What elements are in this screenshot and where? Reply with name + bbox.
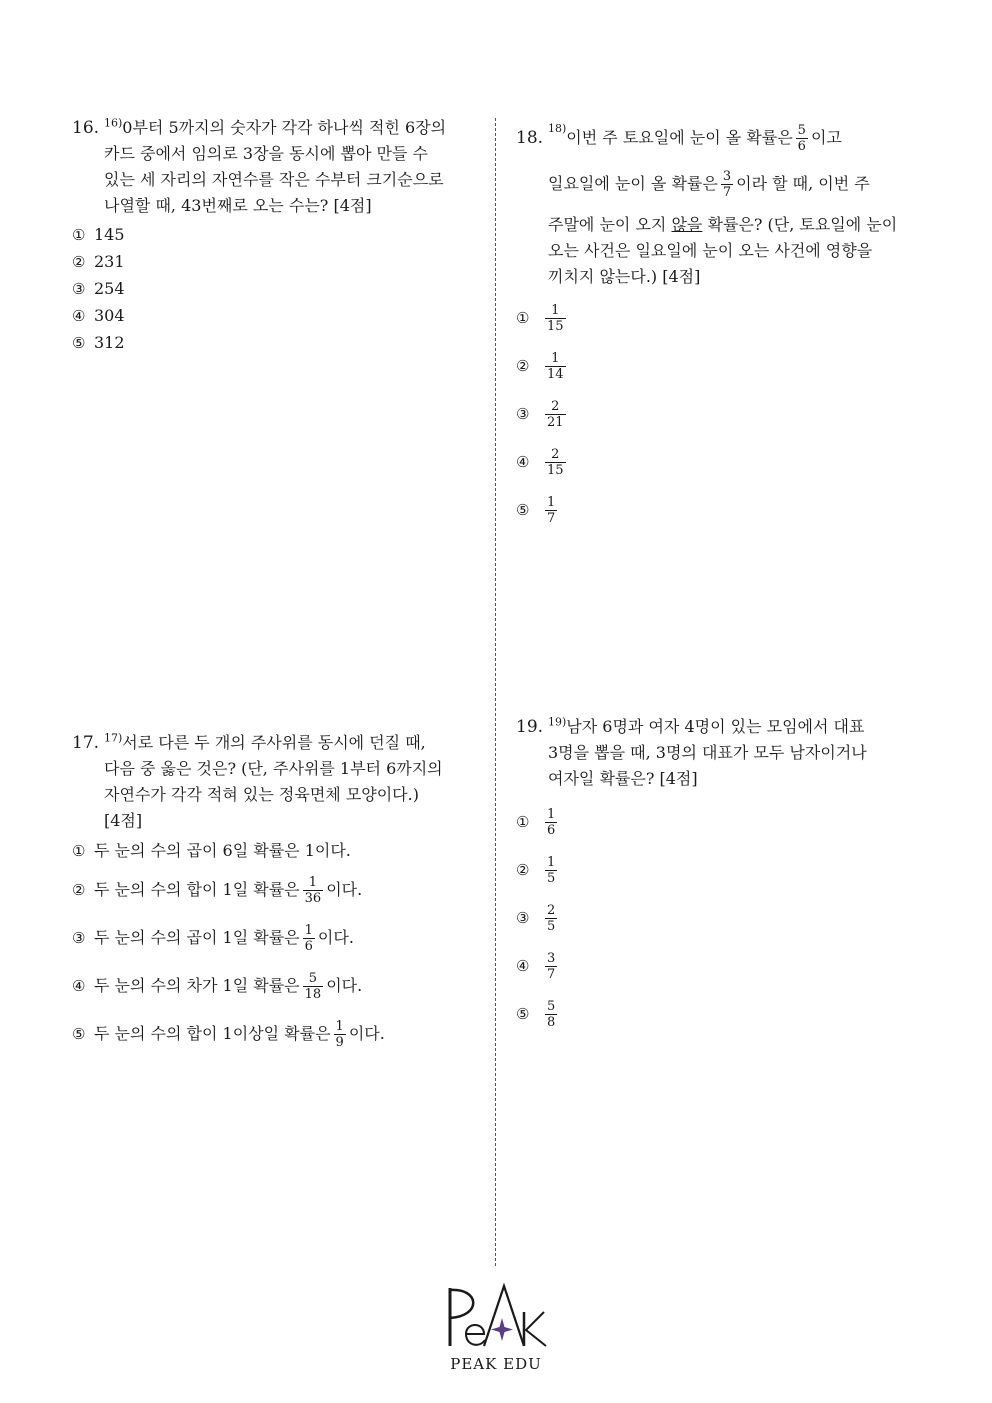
question-text-line: 주말에 눈이 오지: [548, 215, 667, 234]
choice-3[interactable]: [516, 894, 926, 942]
fraction: [303, 971, 324, 1002]
fraction: [545, 399, 566, 430]
choice-list: [516, 294, 926, 534]
fraction-denominator: 18: [304, 986, 322, 1002]
question-text-line: [4점]: [104, 811, 143, 830]
choice-text: 254: [94, 278, 125, 298]
fraction: [545, 903, 557, 934]
choice-list: [516, 798, 926, 1038]
question-17: [72, 730, 482, 1058]
question-text-line: 일요일에 눈이 올 확률은: [548, 174, 718, 193]
choice-text: 두 눈의 수의 곱이 1일 확률은: [94, 928, 300, 947]
fraction-denominator: 5: [547, 870, 556, 886]
fraction: [545, 855, 557, 886]
choice-mark: ⑤: [516, 501, 530, 519]
choice-mark: ⑤: [72, 333, 86, 352]
fraction-denominator: 14: [547, 366, 564, 382]
footnote-marker: 16): [104, 116, 123, 130]
fraction: [334, 1019, 346, 1050]
fraction-numerator: 3: [547, 950, 556, 966]
choice-2[interactable]: [516, 342, 926, 390]
fraction: [545, 999, 557, 1030]
choice-mark: ②: [516, 357, 530, 375]
choice-text: 312: [94, 332, 125, 352]
fraction-numerator: 3: [722, 168, 732, 184]
choice-1[interactable]: [516, 294, 926, 342]
fraction-numerator: 1: [308, 874, 318, 890]
fraction: [303, 923, 315, 954]
choice-5[interactable]: [72, 329, 482, 356]
fraction: [545, 447, 566, 478]
question-text-line: 서로 다른 두 개의 주사위를 동시에 던질 때,: [122, 733, 426, 752]
choice-text: 두 눈의 수의 차가 1일 확률은: [94, 976, 300, 995]
fraction-numerator: 5: [547, 998, 556, 1014]
choice-3[interactable]: [72, 914, 482, 962]
question-text-line: 0부터 5까지의 숫자가 각각 하나씩 적힌 6장의: [122, 118, 447, 137]
fraction-denominator: 7: [547, 510, 556, 526]
question-text-suffix: 이고: [810, 128, 842, 147]
choice-4[interactable]: [516, 942, 926, 990]
question-16: [72, 115, 482, 356]
fraction: [545, 807, 557, 838]
choice-mark: ④: [516, 453, 530, 471]
choice-text: 두 눈의 수의 합이 1일 확률은: [94, 880, 300, 899]
question-text-line: 카드 중에서 임의로 3장을 동시에 뽑아 만들 수: [104, 144, 428, 163]
fraction: [545, 351, 566, 382]
fraction-denominator: 6: [304, 938, 313, 954]
choice-mark: ③: [516, 909, 530, 927]
question-text-line: 확률은? (단, 토요일에 눈이: [707, 215, 898, 234]
fraction: [721, 169, 733, 200]
fraction-numerator: 2: [547, 902, 556, 918]
logo-text: PEAK EDU: [450, 1355, 542, 1373]
question-text-line: 오는 사건은 일요일에 눈이 오는 사건에 영향을: [548, 241, 873, 260]
question-text-line: 남자 6명과 여자 4명이 있는 모임에서 대표: [566, 717, 865, 736]
choice-text-suffix: 이다.: [348, 1024, 385, 1043]
question-19: [516, 714, 926, 1038]
question-18: 18. 18) 이번 주 토요일에 눈이 올 확률은 $\frac{5}{6}$ 이고 일요일에 눈이 올 확률은 $\frac{3}{7}$ 이라 할 때, 이번 주 주말에 눈이 오지 않을 확률은? (단, 토요일에 눈이 오는 사건은 일요일에 눈이 오는 사건에 영향을 끼치지 않는다.) [4점] ① $\frac{1}{15}$ ② $\frac{1}{14}$ ③ $\frac{2}{21}$ ④ $\frac{2}{15}$ ⑤ $\frac{1}{7}$: [516, 118, 926, 534]
column-divider: [495, 118, 496, 1266]
choice-1[interactable]: [516, 798, 926, 846]
footnote-marker: 19): [548, 715, 567, 729]
choice-3[interactable]: [72, 275, 482, 302]
question-number: 19.: [516, 717, 544, 737]
question-text-line: 3명을 뽑을 때, 3명의 대표가 모두 남자이거나: [548, 743, 867, 762]
fraction-numerator: 1: [547, 806, 556, 822]
fraction-denominator: 7: [722, 184, 732, 200]
choice-mark: ④: [72, 977, 86, 995]
choice-mark: ②: [72, 881, 86, 899]
fraction: [796, 123, 808, 154]
question-text-line: 자연수가 각각 적혀 있는 정육면체 모양이다.): [104, 785, 419, 804]
fraction-numerator: 5: [797, 122, 806, 138]
choice-4[interactable]: [72, 302, 482, 329]
choice-2[interactable]: [516, 846, 926, 894]
question-text-line: 다음 중 옳은 것은? (단, 주사위를 1부터 6까지의: [104, 759, 443, 778]
choice-mark: ②: [72, 252, 86, 271]
choice-2[interactable]: [72, 866, 482, 914]
choice-text: 두 눈의 수의 합이 1이상일 확률은: [94, 1024, 331, 1043]
choice-2[interactable]: [72, 248, 482, 275]
fraction: [545, 303, 566, 334]
choice-mark: ①: [516, 813, 530, 831]
fraction: [303, 875, 324, 906]
choice-4[interactable]: [72, 962, 482, 1010]
choice-list: [72, 836, 482, 1058]
choice-text: 231: [94, 251, 125, 271]
underlined-word: 않을: [671, 215, 703, 234]
fraction-denominator: 21: [547, 414, 564, 430]
fraction-denominator: 9: [335, 1034, 344, 1050]
choice-mark: ③: [516, 405, 530, 423]
choice-text-suffix: 이다.: [317, 928, 354, 947]
choice-1[interactable]: [72, 221, 482, 248]
question-text-line: 여자일 확률은? [4점]: [548, 769, 698, 788]
choice-mark: ④: [516, 957, 530, 975]
fraction: [545, 495, 557, 526]
choice-mark: ④: [72, 306, 86, 325]
question-text-line: 이번 주 토요일에 눈이 올 확률은: [566, 128, 793, 147]
fraction-denominator: 8: [547, 1014, 556, 1030]
choice-mark: ①: [72, 842, 86, 860]
choice-mark: ③: [72, 929, 86, 947]
question-text-line: 있는 세 자리의 자연수를 작은 수부터 크기순으로: [104, 170, 444, 189]
choice-mark: ⑤: [72, 1025, 86, 1043]
fraction-denominator: 7: [547, 966, 556, 982]
fraction-denominator: 15: [547, 462, 564, 478]
choice-text-suffix: 이다.: [326, 976, 363, 995]
fraction: [545, 951, 557, 982]
fraction-numerator: 1: [547, 494, 556, 510]
choice-text-suffix: 이다.: [326, 880, 363, 899]
choice-mark: ①: [516, 309, 530, 327]
choice-list: [72, 221, 482, 356]
choice-5[interactable]: [516, 990, 926, 1038]
choice-mark: ⑤: [516, 1005, 530, 1023]
fraction-numerator: 2: [551, 398, 560, 414]
choice-3[interactable]: [516, 390, 926, 438]
fraction-numerator: 5: [308, 970, 318, 986]
footnote-marker: 17): [104, 731, 123, 745]
question-text-line: 끼치지 않는다.) [4점]: [548, 267, 701, 286]
question-text-line: 나열할 때, 43번째로 오는 수는? [4점]: [104, 196, 372, 215]
fraction-denominator: 5: [547, 918, 556, 934]
question-number: 18.: [516, 128, 544, 148]
fraction-denominator: 6: [547, 822, 556, 838]
choice-mark: ③: [72, 279, 86, 298]
choice-text: 145: [94, 224, 125, 244]
fraction-numerator: 2: [551, 446, 560, 462]
choice-mark: ①: [72, 225, 86, 244]
fraction-denominator: 15: [547, 318, 564, 334]
fraction-denominator: 6: [797, 138, 806, 154]
question-text-suffix: 이라 할 때, 이번 주: [736, 174, 870, 193]
fraction-numerator: 1: [551, 302, 560, 318]
choice-1[interactable]: [72, 836, 482, 866]
fraction-numerator: 1: [551, 350, 560, 366]
fraction-numerator: 1: [547, 854, 556, 870]
choice-mark: ②: [516, 861, 530, 879]
fraction-denominator: 36: [304, 890, 322, 906]
choice-5[interactable]: [72, 1010, 482, 1058]
choice-5[interactable]: [516, 486, 926, 534]
question-number: 17.: [72, 733, 100, 753]
question-number: 16.: [72, 118, 100, 138]
choice-text: 304: [94, 305, 125, 325]
choice-4[interactable]: [516, 438, 926, 486]
fraction-numerator: 1: [335, 1018, 344, 1034]
choice-text: 두 눈의 수의 곱이 6일 확률은 1이다.: [94, 841, 351, 860]
fraction-numerator: 1: [304, 922, 313, 938]
